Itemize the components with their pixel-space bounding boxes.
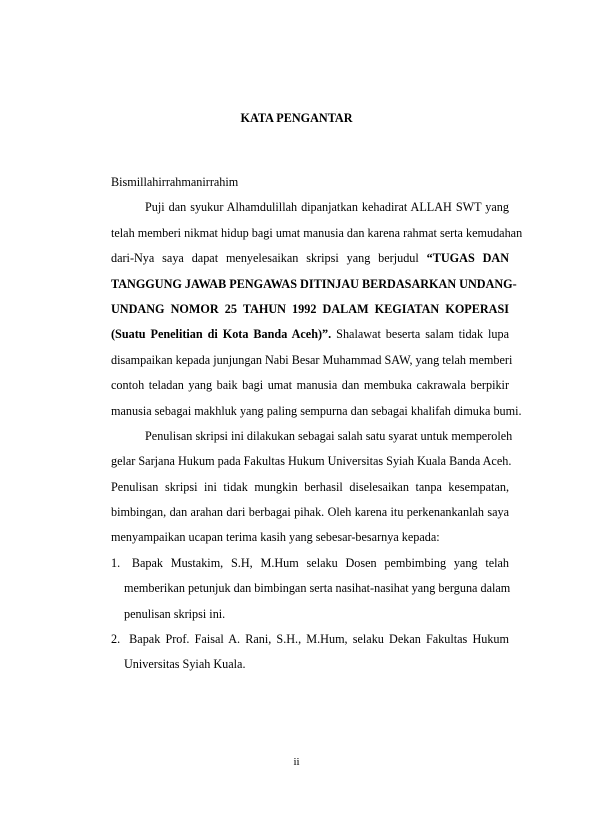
list-item-line: memberikan petunjuk dan bimbingan serta nasihat-nasihat yang berguna dalam [124, 581, 511, 596]
paragraph-line: contoh teladan yang baik bagi umat manusia dan membuka cakrawala berpikir [111, 378, 509, 393]
acknowledgement-list [111, 551, 509, 678]
paragraph-1 [111, 195, 523, 424]
list-item [111, 627, 509, 678]
paragraph-line: gelar Sarjana Hukum pada Fakultas Hukum Universitas Syiah Kuala Banda Aceh. [111, 454, 512, 469]
list-number: 1. [111, 555, 121, 570]
page-title: KATA PENGANTAR [240, 111, 353, 125]
page-number: ii [293, 756, 300, 768]
thesis-title-text: “TUGAS DAN [426, 251, 509, 266]
document-body [111, 170, 523, 678]
list-item-line: penulisan skripsi ini. [124, 606, 226, 621]
list-item-line [111, 551, 509, 576]
list-item-text: Bapak Mustakim, S.H, M.Hum selaku Dosen pembimbing yang telah [131, 555, 510, 570]
thesis-title-line: TANGGUNG JAWAB PENGAWAS DITINJAU BERDASARKAN UNDANG- [111, 276, 517, 291]
list-item-line: Universitas Syiah Kuala. [124, 657, 246, 672]
paragraph-line [111, 322, 509, 347]
paragraph-text: dari-Nya saya dapat menyelesaikan skripsi yang berjudul [111, 251, 419, 266]
list-item [111, 551, 509, 627]
paragraph-line: disampaikan kepada junjungan Nabi Besar Muhammad SAW, yang telah memberi [111, 352, 513, 367]
paragraph-line: bimbingan, dan arahan dari berbagai pihak. Oleh karena itu perkenankanlah saya [111, 505, 509, 520]
paragraph-text: Shalawat beserta salam tidak lupa [336, 327, 509, 342]
list-item-line [111, 627, 509, 652]
paragraph-line: telah memberi nikmat hidup bagi umat manusia dan karena rahmat serta kemudahan [111, 225, 523, 240]
thesis-title-line: UNDANG NOMOR 25 TAHUN 1992 DALAM KEGIATAN KOPERASI [111, 301, 509, 316]
list-number: 2. [111, 632, 121, 647]
list-item-text: Bapak Prof. Faisal A. Rani, S.H., M.Hum, selaku Dekan Fakultas Hukum [129, 632, 510, 647]
paragraph-line: Puji dan syukur Alhamdulillah dipanjatkan kehadirat ALLAH SWT yang [145, 200, 509, 215]
paragraph-line: manusia sebagai makhluk yang paling sempurna dan sebagai khalifah dimuka bumi. [111, 403, 522, 418]
paragraph-line: Penulisan skripsi ini dilakukan sebagai salah satu syarat untuk memperoleh [145, 428, 513, 443]
paragraph-line [111, 246, 509, 271]
salutation: Bismillahirrahmanirrahim [111, 175, 239, 189]
thesis-title-text: (Suatu Penelitian di Kota Banda Aceh)”. [111, 327, 332, 342]
paragraph-line: menyampaikan ucapan terima kasih yang sebesar-besarnya kepada: [111, 530, 440, 545]
paragraph-line: Penulisan skripsi ini tidak mungkin berhasil diselesaikan tanpa kesempatan, [111, 479, 509, 494]
paragraph-2 [111, 424, 513, 551]
